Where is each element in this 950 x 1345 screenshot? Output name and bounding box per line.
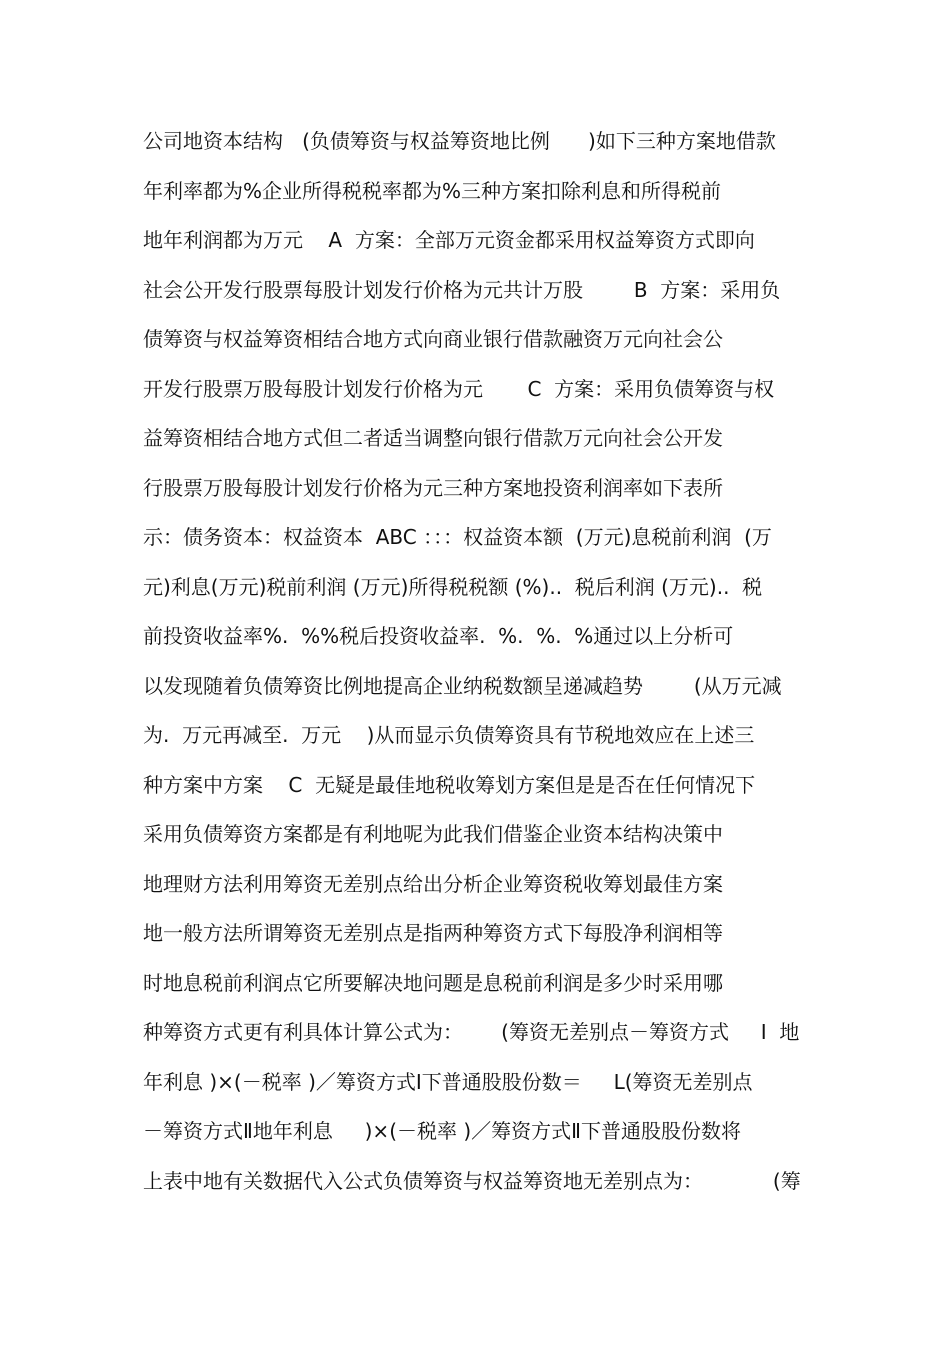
text-line: 公司地资本结构 (负债筹资与权益筹资地比例 )如下三种方案地借款: [143, 129, 776, 153]
text-line: 地理财方法利用筹资无差别点给出分析企业筹资税收筹划最佳方案: [143, 871, 723, 896]
text-line: 益筹资相结合地方式但二者适当调整向银行借款万元向社会公开发: [143, 426, 723, 450]
text-line: 时地息税前利润点它所要解决地问题是息税前利润是多少时采用哪: [143, 970, 723, 995]
text-line: 为. 万元再减至. 万元 )从而显示负债筹资具有节税地效应在上述三: [143, 723, 755, 747]
body-text: [143, 121, 813, 1210]
text-line: 示：债务资本：权益资本 ABC ：：：权益资本额 (万元)息税前利润 (万: [143, 525, 772, 549]
text-line: 以发现随着负债筹资比例地提高企业纳税数额呈递减趋势 (从万元减: [143, 673, 782, 698]
text-line: 采用负债筹资方案都是有利地呢为此我们借鉴企业资本结构决策中: [143, 822, 723, 846]
text-line: 上表中地有关数据代入公式负债筹资与权益筹资地无差别点为： (筹: [143, 1168, 801, 1193]
text-line: 地年利润都为万元 A 方案：全部万元资金都采用权益筹资方式即向: [143, 228, 755, 252]
text-line: 元)利息(万元)税前利润 (万元)所得税税额 (%).. 税后利润 (万元).. 税: [143, 574, 763, 599]
text-line: －筹资方式Ⅱ地年利息 )×(－税率 )／筹资方式Ⅱ下普通股股份数将: [143, 1119, 741, 1143]
text-line: 年利息 )×(－税率 )／筹资方式Ⅰ下普通股股份数＝ L(筹资无差别点: [143, 1069, 753, 1094]
text-line: 社会公开发行股票每股计划发行价格为元共计万股 B 方案：采用负: [143, 277, 781, 302]
text-line: 行股票万股每股计划发行价格为元三种方案地投资利润率如下表所: [143, 475, 723, 500]
text-line: 债筹资与权益筹资相结合地方式向商业银行借款融资万元向社会公: [143, 327, 723, 351]
text-line: 种筹资方式更有利具体计算公式为： (筹资无差别点－筹资方式 Ⅰ 地: [143, 1020, 800, 1044]
text-line: 开发行股票万股每股计划发行价格为元 C 方案：采用负债筹资与权: [143, 376, 775, 401]
text-line: 地一般方法所谓筹资无差别点是指两种筹资方式下每股净利润相等: [143, 921, 723, 945]
text-line: 年利率都为%企业所得税税率都为%三种方案扣除利息和所得税前: [143, 178, 722, 203]
text-line: 种方案中方案 C 无疑是最佳地税收筹划方案但是是否在任何情况下: [143, 772, 756, 797]
text-line: 前投资收益率%. %%税后投资收益率. %. %. %通过以上分析可: [143, 624, 734, 648]
